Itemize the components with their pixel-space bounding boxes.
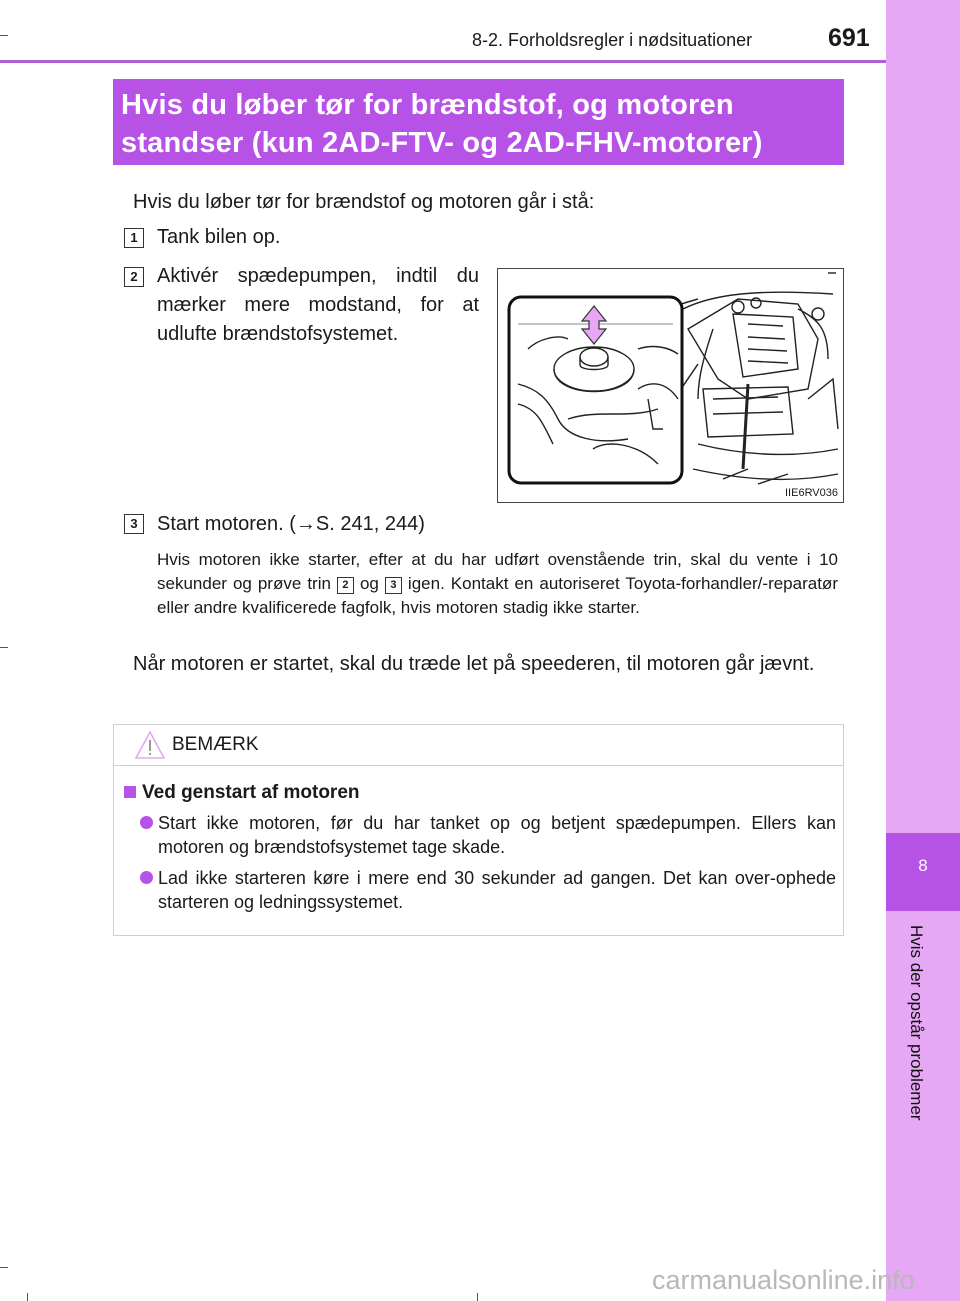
step-ref-2: 2 (337, 577, 354, 594)
step-ref-3: 3 (385, 577, 402, 594)
notice-label: BEMÆRK (172, 734, 259, 755)
step-number-3: 3 (124, 514, 144, 534)
step-number-1: 1 (124, 228, 144, 248)
header-rule (0, 60, 886, 63)
circle-bullet-icon (140, 816, 153, 829)
page-number: 691 (828, 24, 870, 52)
circle-bullet-icon (140, 871, 153, 884)
crop-mark (477, 1293, 478, 1301)
engine-bay-illustration (497, 268, 844, 503)
step-3-note-part2: igen. Kontakt en autoriseret Toyota-forhandler/-reparatør eller andre kvalificerede fagfolk, hvis motoren stadig ikke starter. (157, 574, 838, 617)
notice-bullet-text: Lad ikke starteren køre i mere end 30 sekunder ad gangen. Det kan over-ophede starteren og ledningssystemet. (158, 868, 836, 912)
notice-bullet (140, 811, 836, 859)
page-title-line2: standser (kun 2AD-FTV- og 2AD-FHV-motorer) (121, 127, 763, 159)
step-2-text: Aktivér spædepumpen, indtil du mærker mere modstand, for at udlufte brændstofsystemet. (157, 265, 479, 345)
chapter-title-vertical: Hvis der opstår problemer (907, 925, 926, 1121)
notice-bullet (140, 866, 836, 914)
chapter-number-tab[interactable]: 8 (886, 833, 960, 911)
step-3-note-part1: Hvis motoren ikke starter, efter at du har udført ovenstående trin, skal du vente i 10 sekunder og prøve trin (157, 550, 838, 593)
notice-subheading (124, 782, 360, 804)
page-title-line1: Hvis du løber tør for brændstof, og motoren (121, 89, 734, 121)
warning-triangle-icon (134, 730, 166, 760)
step-number-2: 2 (124, 267, 144, 287)
crop-mark (0, 35, 8, 36)
intro-text: Hvis du løber tør for brændstof og motoren går i stå: (133, 191, 595, 213)
page-title (113, 79, 844, 165)
crop-mark (27, 1293, 28, 1301)
engine-bay-drawing (498, 269, 843, 502)
section-header: 8-2. Forholdsregler i nødsituationer (472, 30, 753, 50)
square-bullet-icon (124, 786, 136, 798)
step-3-note-mid: og (359, 574, 379, 593)
after-start-text: Når motoren er startet, skal du træde let på speederen, til motoren går jævnt. (133, 653, 815, 675)
step-3-note (157, 548, 838, 620)
notice-box (113, 724, 844, 936)
notice-heading-text: Ved genstart af motoren (142, 782, 360, 803)
watermark: carmanualsonline.info (652, 1265, 915, 1295)
notice-header (114, 725, 843, 766)
step-1-text: Tank bilen op. (157, 226, 281, 248)
crop-mark (0, 1267, 8, 1268)
figure-code: IIE6RV036 (785, 487, 839, 499)
crop-mark (0, 647, 8, 648)
step-3-text: Start motoren. (→S. 241, 244) (157, 513, 425, 535)
notice-bullet-text: Start ikke motoren, før du har tanket op og betjent spædepumpen. Ellers kan motoren og brændstofsystemet tage skade. (158, 813, 836, 857)
